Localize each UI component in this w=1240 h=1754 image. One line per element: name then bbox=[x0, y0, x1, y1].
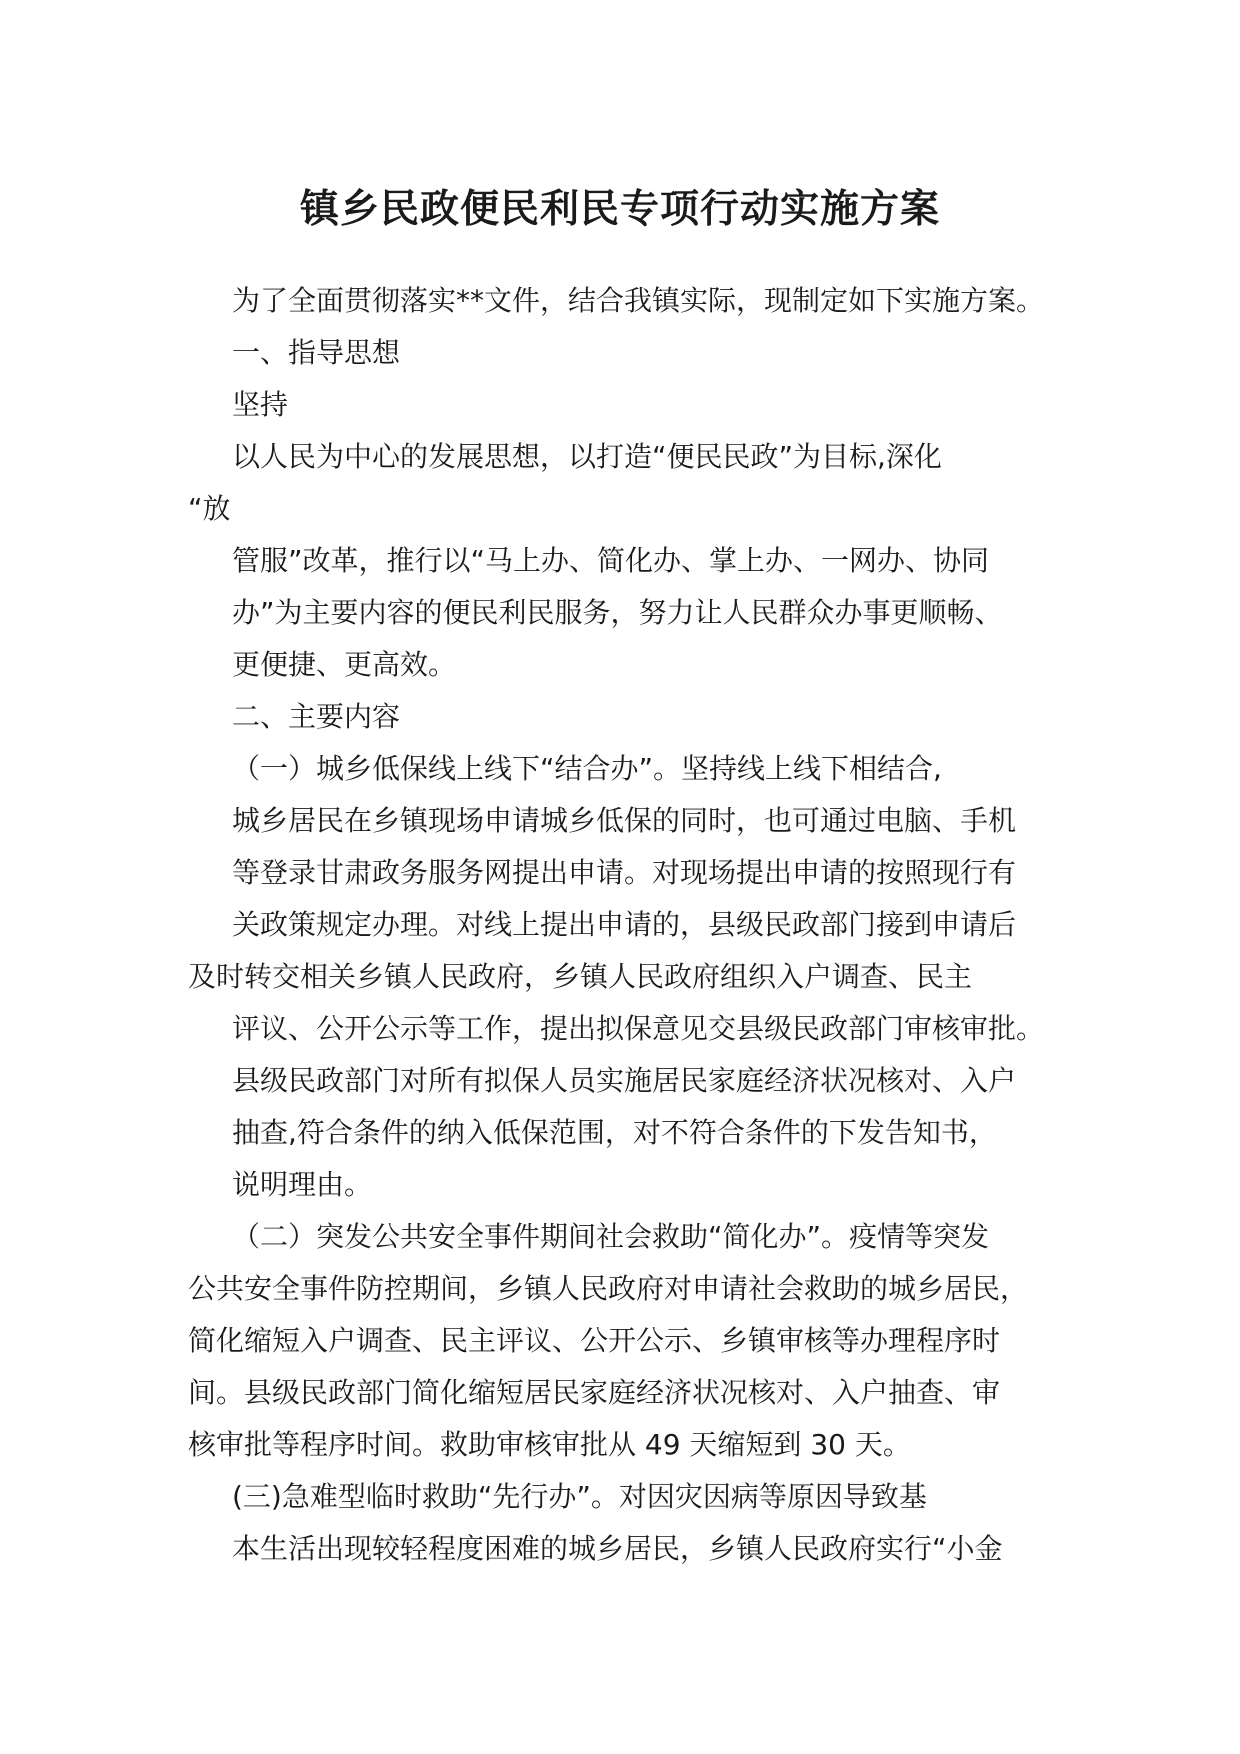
paragraph-line: 抽查,符合条件的纳入低保范围，对不符合条件的下发告知书， bbox=[232, 1116, 997, 1149]
paragraph-line: 关政策规定办理。对线上提出申请的，县级民政部门接到申请后 bbox=[232, 908, 1017, 941]
paragraph-line: 办”为主要内容的便民利民服务，努力让人民群众办事更顺畅、 bbox=[232, 596, 1003, 629]
paragraph-line: “放 bbox=[188, 492, 231, 525]
section-heading: 一、指导思想 bbox=[232, 336, 401, 369]
paragraph-line: 本生活出现较轻程度困难的城乡居民，乡镇人民政府实行“小金 bbox=[232, 1532, 1003, 1565]
paragraph-line: 为了全面贯彻落实**文件，结合我镇实际，现制定如下实施方案。 bbox=[232, 284, 1045, 317]
paragraph-line: 等登录甘肃政务服务网提出申请。对现场提出申请的按照现行有 bbox=[232, 856, 1017, 889]
paragraph-line: 及时转交相关乡镇人民政府，乡镇人民政府组织入户调查、民主 bbox=[188, 960, 973, 993]
paragraph-line: （二）突发公共安全事件期间社会救助“简化办”。疫情等突发 bbox=[232, 1220, 990, 1253]
paragraph-line: （一）城乡低保线上线下“结合办”。坚持线上线下相结合, bbox=[232, 752, 942, 785]
paragraph-line: 说明理由。 bbox=[232, 1168, 373, 1201]
paragraph-line: 以人民为中心的发展思想，以打造“便民民政”为目标,深化 bbox=[232, 440, 942, 473]
paragraph-line: 城乡居民在乡镇现场申请城乡低保的同时，也可通过电脑、手机 bbox=[232, 804, 1017, 837]
paragraph-line: 更便捷、更高效。 bbox=[232, 648, 457, 681]
paragraph-line: 间。县级民政部门简化缩短居民家庭经济状况核对、入户抽查、审 bbox=[188, 1376, 1001, 1409]
paragraph-line: 简化缩短入户调查、民主评议、公开公示、乡镇审核等办理程序时 bbox=[188, 1324, 1001, 1357]
paragraph-line: (三)急难型临时救助“先行办”。对因灾因病等原因导致基 bbox=[232, 1480, 927, 1513]
document-title: 镇乡民政便民利民专项行动实施方案 bbox=[299, 186, 940, 232]
paragraph-line: 评议、公开公示等工作，提出拟保意见交县级民政部门审核审批。 bbox=[232, 1012, 1045, 1045]
paragraph-line: 核审批等程序时间。救助审核审批从 49 天缩短到 30 天。 bbox=[188, 1428, 911, 1461]
paragraph-line: 公共安全事件防控期间，乡镇人民政府对申请社会救助的城乡居民， bbox=[188, 1272, 1029, 1305]
paragraph-line: 县级民政部门对所有拟保人员实施居民家庭经济状况核对、入户 bbox=[232, 1064, 1017, 1097]
section-heading: 二、主要内容 bbox=[232, 700, 401, 733]
paragraph-line: 管服”改革，推行以“马上办、简化办、掌上办、一网办、协同 bbox=[232, 544, 990, 577]
paragraph-line: 坚持 bbox=[232, 388, 289, 421]
